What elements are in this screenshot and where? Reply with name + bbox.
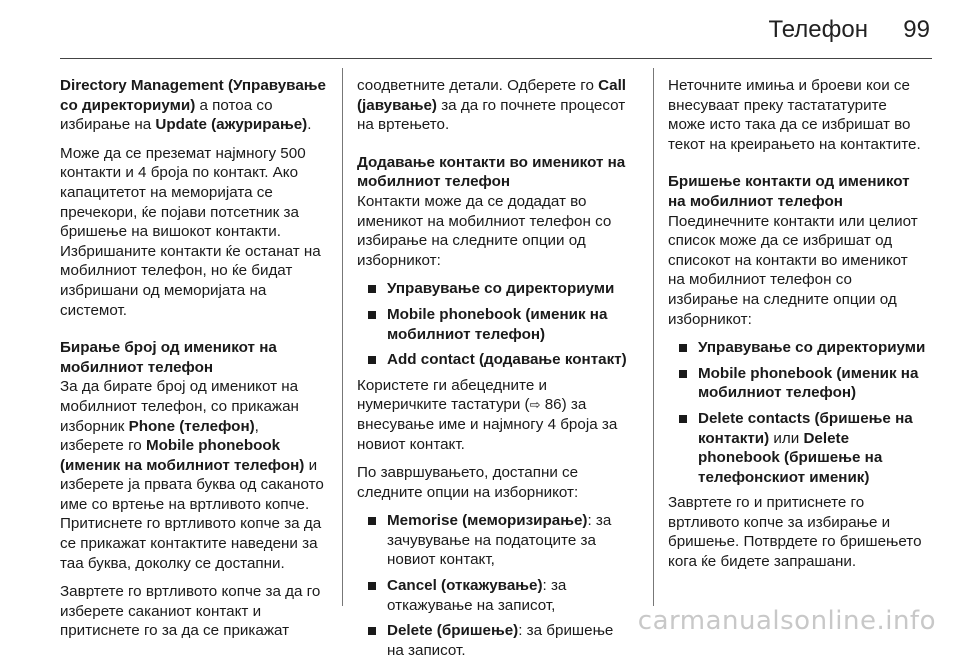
paragraph: Неточните имиња и броеви кои се внесуваат преку тастататурите може исто така да се избришат во текот на креирањето на контактите. (668, 77, 921, 153)
text: : за откажување на записот, (387, 577, 567, 614)
menu-term: Phone (телефон) (128, 417, 255, 435)
menu-term: Call (јавување) (357, 77, 627, 114)
page-title: Телефон (768, 16, 868, 43)
paragraph (357, 76, 627, 135)
menu-term: Delete phonebook (бришење на телефонскиот именик) (698, 429, 883, 486)
page-number: 99 (903, 16, 930, 43)
menu-term: Mobile phonebook (именик на мобилниот телефон) (698, 364, 919, 402)
menu-term: Directory Management (Управување со директориуми) (60, 77, 326, 114)
column-divider (653, 68, 654, 606)
text: . (307, 116, 312, 134)
text: или (769, 429, 804, 447)
menu-term: Add contact (додавање контакт) (387, 351, 627, 369)
text: за да го почнете процесот на вртењето. (357, 96, 626, 134)
menu-term: Mobile phonebook (именик на мобилниот телефон) (60, 437, 305, 474)
column-3 (668, 76, 926, 581)
section-heading: Бришење контакти од именикот на мобилниот телефон (668, 173, 910, 210)
paragraph (60, 377, 326, 573)
menu-term: Update (ажурирање) (155, 116, 308, 134)
list-item (357, 621, 627, 660)
page-reference-arrow-icon: ⇨ (529, 397, 541, 413)
paragraph: Контакти може да се додадат во именикот на мобилниот телефон со избирање на следните опции од изборникот: (357, 192, 612, 269)
page-header (0, 0, 960, 60)
text: : за бришење на записот. (387, 622, 614, 659)
text: и изберете ја првата буква од саканото име со вртење на вртливото копче. Притиснете го вртливото копче за да се прикажат контактите наведени за таа буква, доколку се достапни. (60, 456, 324, 572)
text: Користете ги абецедните и нумеричките тастатури ( (357, 376, 547, 414)
watermark: carmanualsonline.info (637, 606, 936, 636)
section-heading: Бирање број од именикот на мобилниот телефон (60, 339, 277, 376)
paragraph: Може да се преземат најмногу 500 контакти и 4 броја по контакт. Ако капацитетот на меморијата се пречекори, ќе појави потсетник за бришење на вишокот контакти. Избришаните контакти ќе останат на мобилниот телефон, но ќе бидат избришани од меморијата на системот. (60, 144, 321, 319)
text: , изберете го (60, 417, 259, 455)
text: За да бирате број од именикот на мобилниот телефон, со прикажан изборник (60, 378, 299, 435)
menu-list (668, 338, 926, 487)
menu-term: Управување со директориуми (698, 339, 926, 357)
list-item (357, 279, 627, 299)
section-heading: Додавање контакти во именикот на мобилниот телефон (357, 153, 626, 191)
column-2 (357, 76, 627, 666)
text: : за зачувување на податоците за новиот контакт, (387, 512, 612, 569)
menu-term: Delete contacts (бришење на контакти) (698, 409, 913, 447)
paragraph: По завршувањето, достапни се следните опции на изборникот: (357, 464, 579, 501)
list-item (357, 350, 627, 370)
list-item (357, 511, 627, 570)
menu-term: Управување со директориуми (387, 280, 615, 298)
paragraph: Завртете го вртливото копче за да го изберете саканиот контакт и притиснете го за да се прикажат (60, 583, 321, 640)
list-item (357, 576, 627, 615)
header-rule (60, 58, 932, 59)
list-item (357, 305, 627, 344)
paragraph (60, 76, 326, 135)
list-item (668, 338, 926, 358)
paragraph: Завртете го и притиснете го вртливото копче за избирање и бришење. Потврдете го бришењето кога ќе бидете запрашани. (668, 494, 922, 571)
paragraph: Поединечните контакти или целиот список може да се избришат од списокот на контакти во именикот на мобилниот телефон со избирање на следните опции од изборникот: (668, 212, 918, 328)
menu-term: Delete (бришење) (387, 622, 519, 640)
option-list (357, 511, 627, 660)
text: 86) за внесување име и најмногу 4 броја за новиот контакт. (357, 396, 618, 453)
menu-term: Mobile phonebook (именик на мобилниот телефон) (387, 305, 608, 343)
column-divider (342, 68, 343, 606)
list-item (668, 364, 926, 403)
text: а потоа со избирање на (60, 96, 273, 134)
menu-list (357, 279, 627, 369)
menu-term: Memorise (меморизирање) (387, 512, 588, 530)
paragraph (357, 376, 627, 454)
column-1 (60, 76, 326, 650)
menu-term: Cancel (откажување) (387, 577, 543, 595)
text: соодветните детали. Одберете го (357, 77, 599, 94)
list-item (668, 409, 926, 487)
